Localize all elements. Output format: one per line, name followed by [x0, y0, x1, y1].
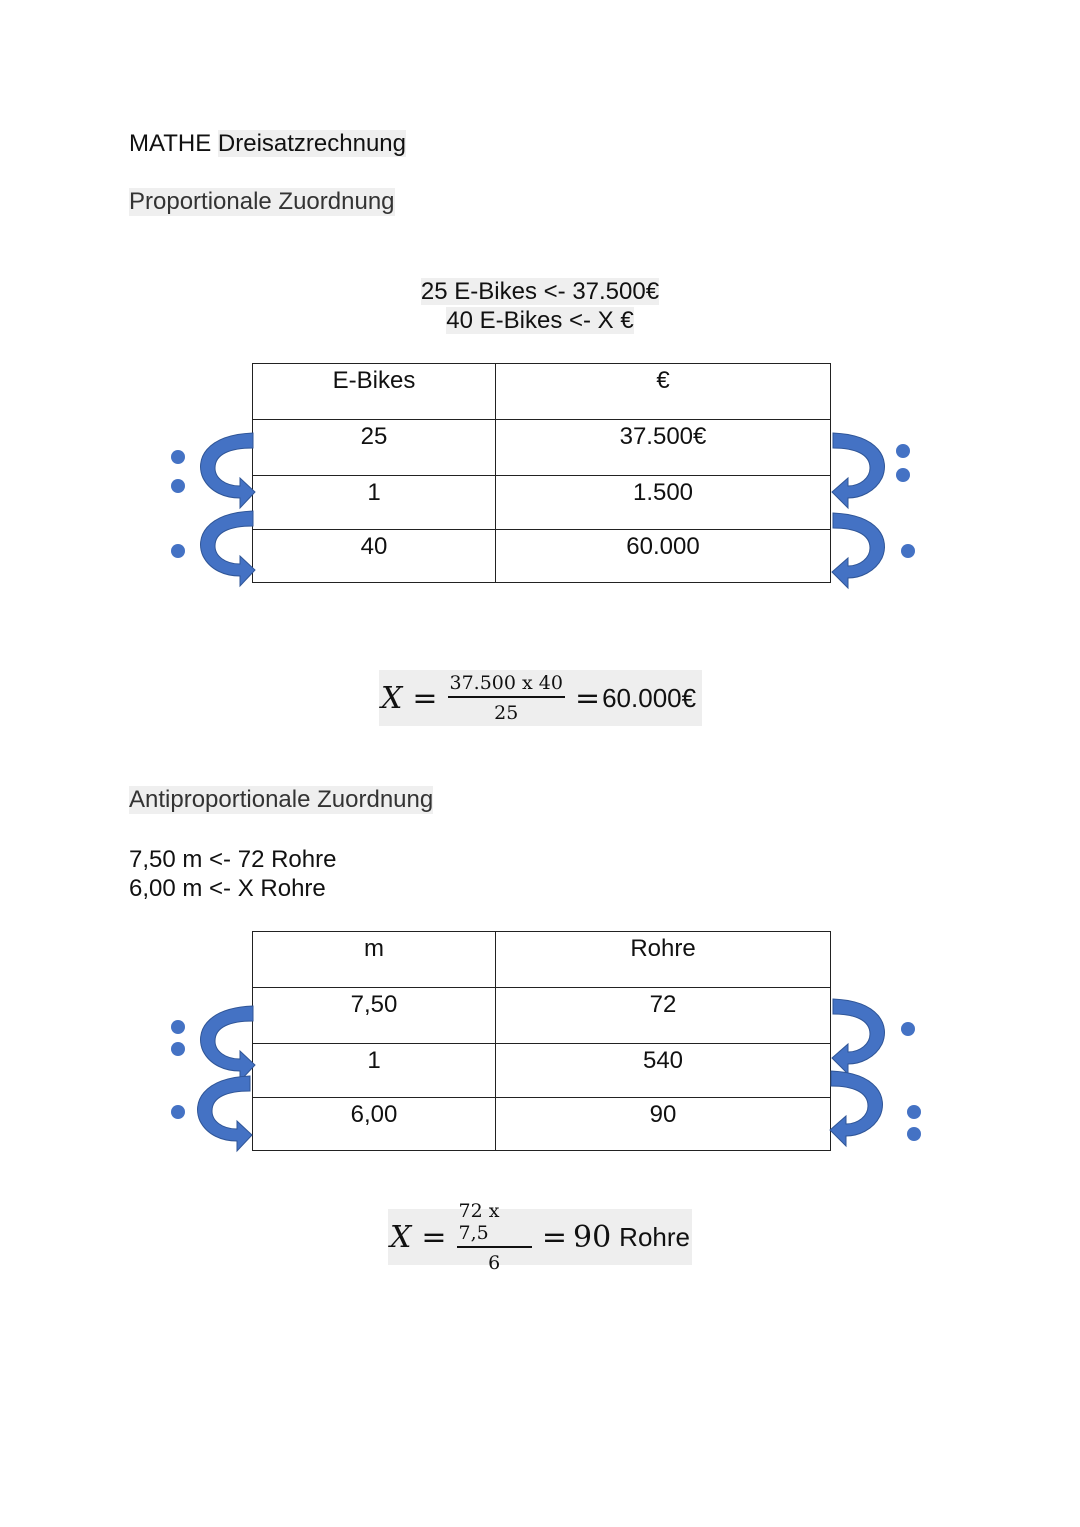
- formula-result-number: 90: [572, 1219, 612, 1255]
- divide-dot: [896, 468, 910, 482]
- table-header: Rohre: [496, 932, 831, 988]
- table-header: m: [253, 932, 496, 988]
- numerator: 72 x 7,5: [457, 1200, 532, 1248]
- section2-given: [129, 845, 336, 903]
- given-line: 25 E-Bikes <- 37.500€: [420, 278, 660, 305]
- table-cell: 7,50: [253, 988, 496, 1044]
- curved-arrow-left-icon: [195, 508, 260, 588]
- formula-fraction: [457, 1200, 532, 1274]
- section1-heading: Proportionale Zuordnung: [129, 188, 395, 215]
- curved-arrow-right-icon: [830, 510, 895, 590]
- divide-dot: [171, 450, 185, 464]
- divide-dot: [171, 1020, 185, 1034]
- divide-dot: [171, 479, 185, 493]
- table-cell: 90: [496, 1098, 831, 1151]
- formula-equals: =: [412, 680, 438, 716]
- table-cell: 72: [496, 988, 831, 1044]
- formula-variable: X: [390, 1219, 412, 1255]
- curved-arrow-right-icon: [830, 996, 895, 1076]
- formula-result-unit: Rohre: [619, 1221, 690, 1252]
- curved-arrow-right-icon: [830, 430, 895, 510]
- formula-antiproportional: [388, 1200, 692, 1274]
- given-line: 40 E-Bikes <- X €: [446, 307, 634, 334]
- formula-equals: =: [421, 1219, 447, 1255]
- table-cell: 1: [253, 1044, 496, 1098]
- formula-proportional: [379, 670, 702, 726]
- formula-fraction: [448, 672, 565, 724]
- formula-equals: =: [574, 680, 601, 716]
- section1-given: [0, 277, 1080, 335]
- divide-dot: [907, 1105, 921, 1119]
- table-cell: 25: [253, 420, 496, 476]
- antiproportional-table: [252, 931, 831, 1151]
- title-prefix: MATHE: [129, 130, 212, 157]
- denominator: 6: [488, 1252, 501, 1274]
- section2-heading: Antiproportionale Zuordnung: [129, 786, 434, 813]
- table-cell: 40: [253, 530, 496, 583]
- divide-dot: [907, 1127, 921, 1141]
- formula-equals: =: [541, 1219, 567, 1255]
- table-cell: 37.500€: [496, 420, 831, 476]
- multiply-dot: [901, 544, 915, 558]
- table-cell: 1: [253, 476, 496, 530]
- table-header: E-Bikes: [253, 364, 496, 420]
- divide-dot: [896, 444, 910, 458]
- formula-result: 60.000€: [602, 682, 697, 713]
- formula-variable: X: [381, 680, 403, 716]
- numerator: 37.500 x 40: [448, 672, 565, 698]
- multiply-dot: [901, 1022, 915, 1036]
- table-cell: 1.500: [496, 476, 831, 530]
- table-cell: 6,00: [253, 1098, 496, 1151]
- curved-arrow-left-icon: [195, 1003, 260, 1083]
- proportional-table: [252, 363, 831, 583]
- table-cell: 60.000: [496, 530, 831, 583]
- curved-arrow-left-icon: [195, 430, 260, 510]
- curved-arrow-left-icon: [192, 1073, 257, 1153]
- table-header: €: [496, 364, 831, 420]
- given-line: 6,00 m <- X Rohre: [129, 875, 326, 902]
- multiply-dot: [171, 544, 185, 558]
- multiply-dot: [171, 1105, 185, 1119]
- given-line: 7,50 m <- 72 Rohre: [129, 846, 337, 873]
- divide-dot: [171, 1042, 185, 1056]
- curved-arrow-right-icon: [828, 1068, 893, 1148]
- table-cell: 540: [496, 1044, 831, 1098]
- denominator: 25: [494, 702, 519, 724]
- title-topic: Dreisatzrechnung: [217, 130, 406, 157]
- document-title: [129, 130, 406, 158]
